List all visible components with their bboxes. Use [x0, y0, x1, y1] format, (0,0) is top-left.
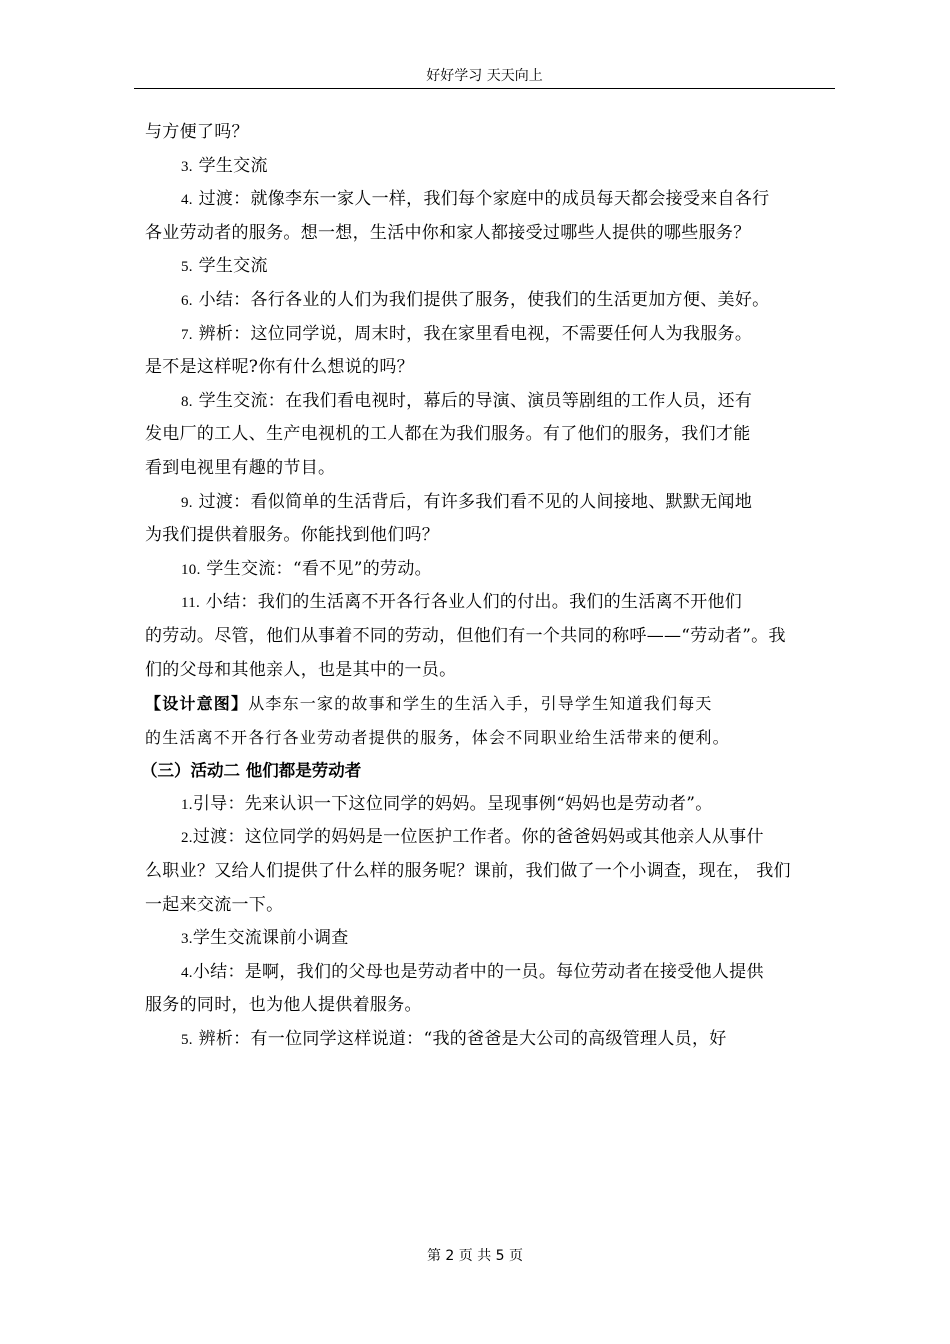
page-header-title: 好好学习 天天向上: [426, 68, 543, 84]
item-number: 3.: [181, 931, 193, 948]
item-number: 10.: [181, 561, 201, 578]
text-line: 是不是这样呢?你有什么想说的吗？: [145, 357, 414, 378]
item-text: 小结：各行各业的人们为我们提供了服务，使我们的生活更加方便、美好。: [192, 289, 770, 310]
item-number: 5.: [181, 1032, 193, 1049]
item-number: 1.: [181, 796, 193, 813]
design-intent-line: [145, 687, 817, 721]
header-divider: [134, 88, 835, 89]
text-line: [145, 318, 817, 352]
item-number: 8.: [181, 393, 193, 410]
text-line: [145, 183, 817, 217]
text-line: 一起来交流一下。: [145, 894, 284, 915]
document-body: [141, 116, 817, 1057]
design-intent-label: 【设计意图】: [145, 694, 249, 714]
text-line: 发电厂的工人、生产电视机的工人都在为我们服务。有了他们的服务，我们才能: [145, 424, 751, 445]
item-text: 过渡：看似简单的生活背后，有许多我们看不见的人间接地、默默无闻地: [192, 491, 753, 512]
item-number: 6.: [181, 292, 193, 309]
item-text: 过渡：就像李东一家人一样，我们每个家庭中的成员每天都会接受来自各行: [192, 189, 770, 210]
text-line: 么职业？又给人们提供了什么样的服务呢？课前，我们做了一个小调查，现在， 我们: [145, 861, 791, 882]
item-text: 过渡：这位同学的妈妈是一位医护工作者。你的爸爸妈妈或其他亲人从事什: [192, 827, 764, 848]
item-text: 学生交流：在我们看电视时，幕后的导演、演员等剧组的工作人员，还有: [192, 390, 753, 411]
item-text: 学生交流: [192, 256, 268, 277]
page-footer-number: 第 2 页 共 5 页: [426, 1248, 524, 1264]
item-text: 学生交流课前小调查: [192, 928, 349, 949]
item-number: 11.: [181, 595, 201, 612]
item-number: 4.: [181, 964, 193, 981]
text-line: 看到电视里有趣的节目。: [145, 457, 336, 478]
item-number: 3.: [181, 158, 193, 175]
text-line: 与方便了吗？: [145, 122, 249, 142]
design-intent-text: 从李东一家的故事和学生的生活入手，引导学生知道我们每天: [248, 694, 713, 714]
design-intent-line: 的生活离不开各行各业劳动者提供的服务，体会不同职业给生活带来的便利。: [145, 727, 730, 747]
item-number: 2.: [181, 830, 193, 847]
text-line: [145, 284, 817, 318]
item-text: 小结：是啊，我们的父母也是劳动者中的一员。每位劳动者在接受他人提供: [192, 961, 764, 982]
text-line: [145, 250, 817, 284]
item-text: 辨析：这位同学说，周末时，我在家里看电视，不需要任何人为我服务。: [192, 323, 753, 344]
text-line: [145, 553, 817, 587]
text-line: [145, 922, 817, 956]
text-line: [145, 150, 817, 184]
text-line: [145, 586, 817, 620]
item-number: 9.: [181, 494, 193, 511]
text-line: [145, 1023, 817, 1057]
text-line: 的劳动。尽管，他们从事着不同的劳动，但他们有一个共同的称呼——“劳动者”。我: [145, 625, 786, 646]
text-line: 各业劳动者的服务。想一想，生活中你和家人都接受过哪些人提供的哪些服务？: [145, 222, 751, 243]
item-text: 学生交流: [192, 155, 268, 176]
item-text: 小结：我们的生活离不开各行各业人们的付出。我们的生活离不开他们: [200, 592, 743, 613]
item-text: 学生交流：“看不见”的劳动。: [200, 558, 432, 579]
text-line: [145, 788, 817, 822]
text-line: 为我们提供着服务。你能找到他们吗？: [145, 525, 440, 546]
section-heading: （三）活动二 他们都是劳动者: [141, 761, 362, 781]
item-text: 引导：先来认识一下这位同学的妈妈。呈现事例“妈妈也是劳动者”。: [192, 793, 713, 814]
text-line: 们的父母和其他亲人，也是其中的一员。: [145, 659, 457, 680]
text-line: [145, 821, 817, 855]
item-number: 5.: [181, 259, 193, 276]
item-text: 辨析：有一位同学这样说道：“我的爸爸是大公司的高级管理人员，好: [192, 1029, 727, 1050]
text-line: [145, 486, 817, 520]
item-number: 7.: [181, 326, 193, 343]
text-line: 服务的同时，也为他人提供着服务。: [145, 995, 422, 1016]
item-number: 4.: [181, 192, 193, 209]
text-line: [145, 956, 817, 990]
text-line: [145, 385, 817, 419]
